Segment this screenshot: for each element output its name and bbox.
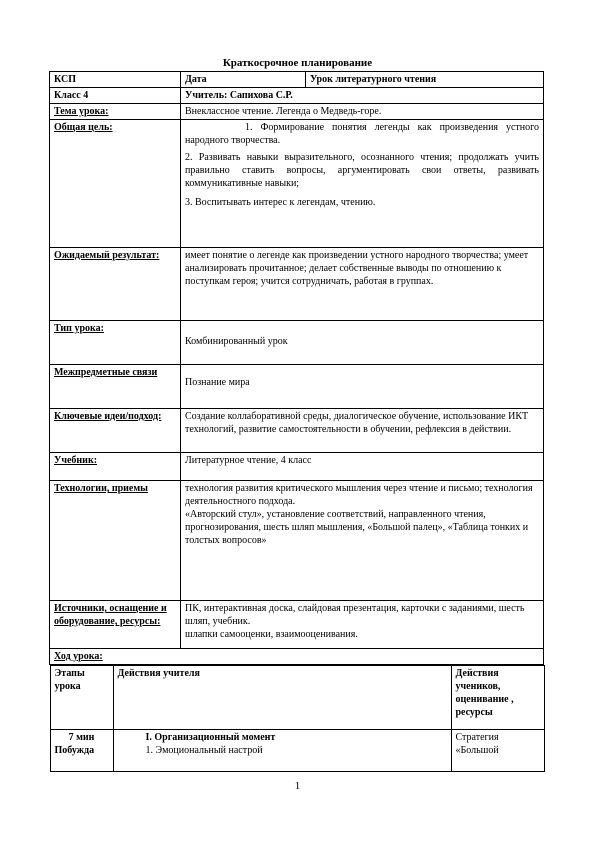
course-label: Ход урока: [50, 649, 544, 665]
links-label: Межпредметные связи [50, 365, 181, 409]
goal-item: 3. Воспитывать интерес к легендам, чтению. [185, 197, 376, 208]
row1-stage: 7 мин Побужда [50, 730, 113, 772]
type-label: Тип урока: [50, 321, 181, 365]
row1-teacher: I. Организационный момент 1. Эмоциональный настрой [113, 730, 451, 772]
lesson-plan-table [49, 71, 544, 772]
date-cell: Дата [181, 72, 306, 88]
technologies-value: технология развития критического мышления через чтение и письмо; технология деятельностного подхода. «Авторский стул», установление соответствий, направленного чтения, прогнозирования, шесть шляп мышления, «Большой палец», «Таблица тонких и толстых вопросов» [181, 481, 544, 601]
col-students: Действия учеников, оценивание , ресурсы [451, 666, 544, 730]
expected-value: имеет понятие о легенде как произведении устного народного творчества; умеет анализировать прочитанное; делает собственные выводы по отношению к поступкам героя; учится сотрудничать, работая в группах. [181, 248, 544, 321]
technologies-label: Технологии, приемы [50, 481, 181, 601]
ksp-cell: КСП [50, 72, 181, 88]
col-stage: Этапы урока [50, 666, 113, 730]
sources-label: Источники, оснащение и оборудование, ресурсы: [50, 601, 181, 649]
key-ideas-label: Ключевые идеи/подход: [50, 409, 181, 453]
textbook-label: Учебник: [50, 453, 181, 481]
page-title: Краткосрочное планирование [222, 57, 373, 69]
sources-value: ПК, интерактивная доска, слайдовая презентация, карточки с заданиями, шесть шляп, учебник. шлапки самооценки, взаимооценивания. [181, 601, 544, 649]
topic-value: Внеклассное чтение. Легенда о Медведь-горе. [181, 104, 544, 120]
teacher-cell: Учитель: Сапихова С.Р. [181, 88, 544, 104]
course-table [50, 665, 545, 772]
textbook-value: Литературное чтение, 4 класс [181, 453, 544, 481]
topic-label: Тема урока: [50, 104, 181, 120]
page-number: 1 [294, 780, 301, 792]
expected-label: Ожидаемый результат: [50, 248, 181, 321]
row1-students: Стратегия «Большой [451, 730, 544, 772]
type-value: Комбинированный урок [181, 321, 544, 365]
class-cell: Класс 4 [50, 88, 181, 104]
links-value: Познание мира [181, 365, 544, 409]
goal-label: Общая цель: [50, 120, 181, 248]
lesson-type-cell: Урок литературного чтения [306, 72, 544, 88]
col-teacher: Действия учителя [113, 666, 451, 730]
key-ideas-value: Создание коллаборативной среды, диалогическое обучение, использование ИКТ технологий, развитие самостоятельности в обучении, рефлексия в действии. [181, 409, 544, 453]
goal-value [181, 120, 544, 248]
goal-item: 1. Формирование понятия легенды как произведения устного народного творчества. [185, 122, 539, 146]
goal-item: 2. Развивать навыки выразительного, осознанного чтения; продолжать учить правильно ставить вопросы, аргументировать свои ответы, развивать коммуникативные навыки; [185, 152, 539, 189]
